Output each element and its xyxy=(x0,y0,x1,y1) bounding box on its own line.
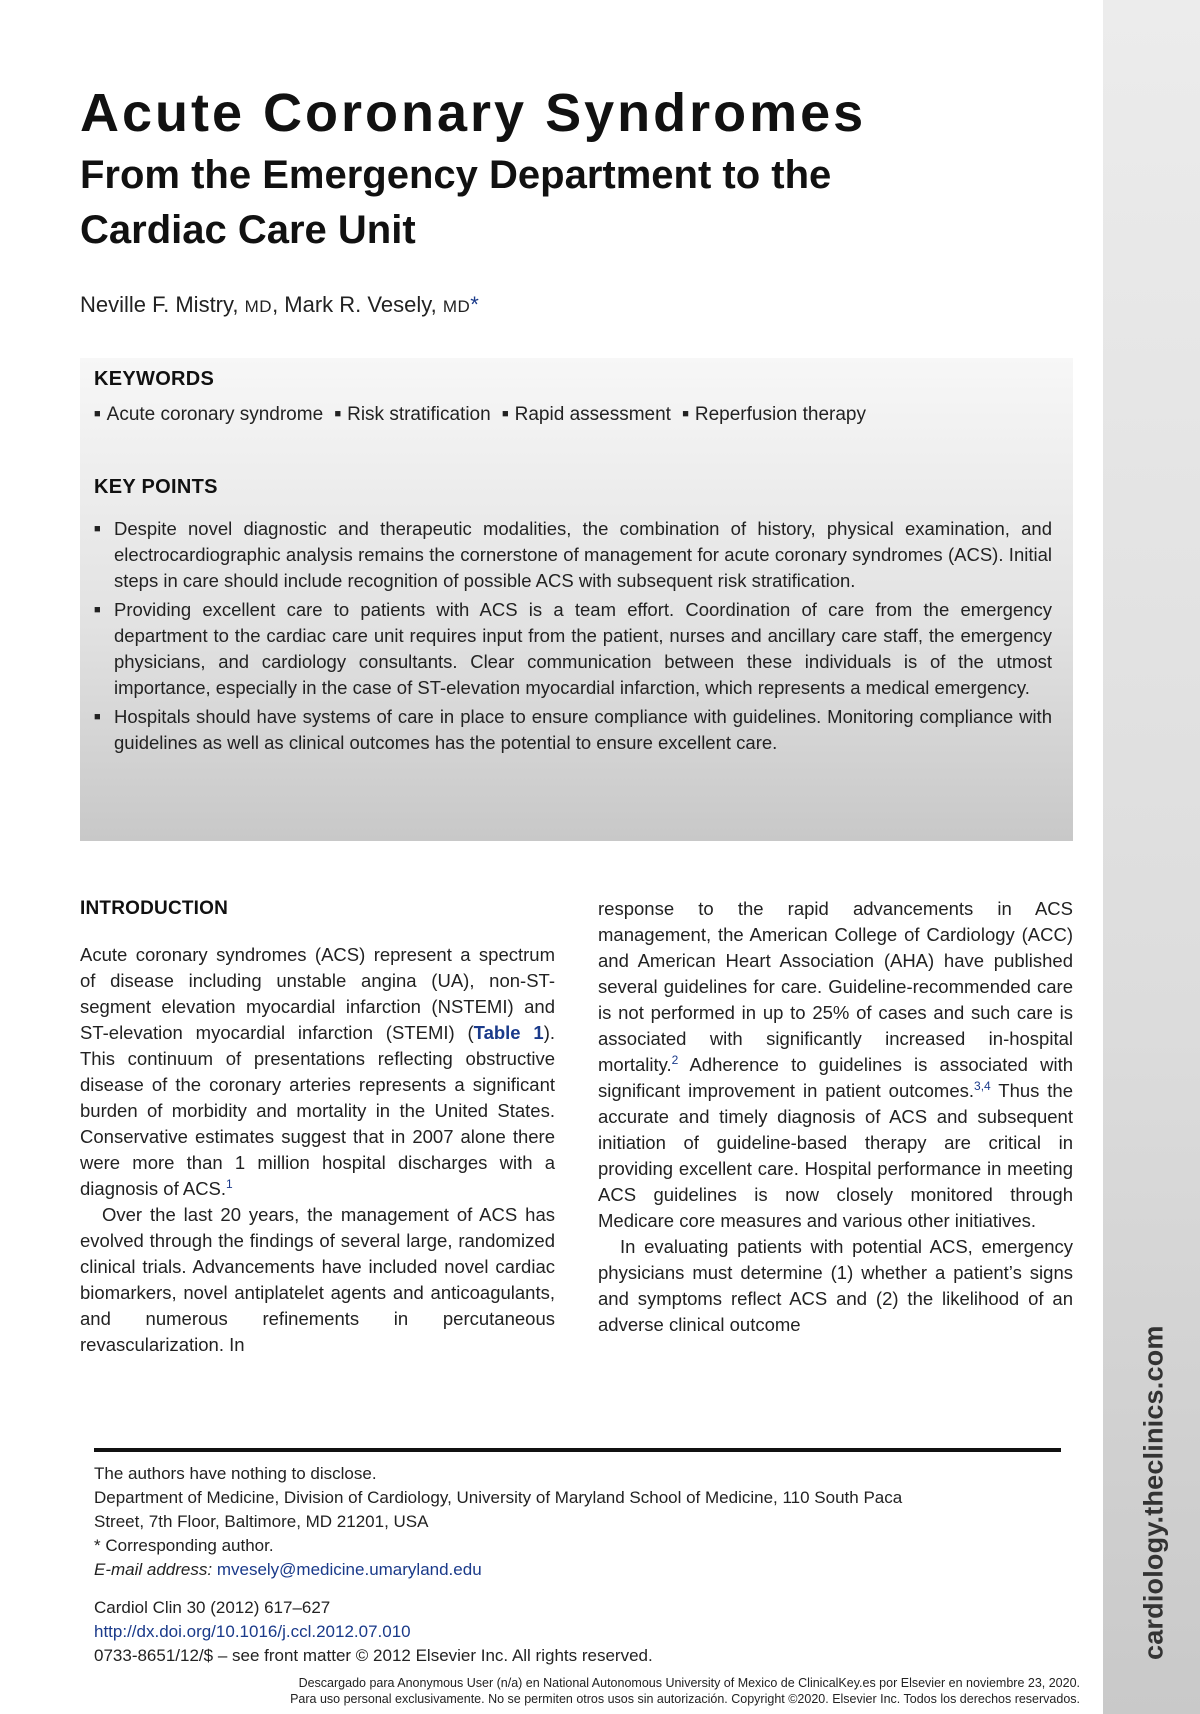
body-column-right xyxy=(598,896,1073,1338)
reference-1-link[interactable]: 1 xyxy=(226,1176,233,1191)
keyword: Risk stratification xyxy=(347,404,491,425)
journal-url: cardiology.theclinics.com xyxy=(1139,1325,1169,1660)
email-link[interactable]: mvesely@medicine.umaryland.edu xyxy=(216,1560,482,1579)
keywords-keypoints-box xyxy=(80,358,1073,841)
download-notice-line-2: Para uso personal exclusivamente. No se permiten otros usos sin autorización. Copyright ©2020. Elsevier Inc. Todos los derechos reservados. xyxy=(290,1692,1080,1706)
key-point: ■ Despite novel diagnostic and therapeutic modalities, the combination of history, physical examination, and electrocardiographic analysis remains the cornerstone of management for acute coronary syndromes (ACS). Initial steps in care should include recognition of possible ACS with subsequent risk stratification. xyxy=(94,518,1052,591)
keyword: Acute coronary syndrome xyxy=(106,404,324,425)
reference-3-4-link[interactable]: 3,4 xyxy=(974,1078,991,1093)
key-points-list xyxy=(94,516,1052,759)
keyword: Reperfusion therapy xyxy=(694,404,866,425)
key-point: ■ Providing excellent care to patients with ACS is a team effort. Coordination of care from the emergency department to the cardiac care unit requires input from the patient, nurses and ancillary care staff, the emergency physicians, and cardiology consultants. Clear communication between these individuals is of the utmost importance, especially in the case of ST-elevation myocardial infarction, which represents a medical emergency. xyxy=(94,599,1052,698)
intro-paragraph-3: response to the rapid advancements in ACS management, the American College of Cardiology (ACC) and American Heart Association (AHA) have published several guidelines for care. Guideline-recommended care is not performed in up to 25% of cases and such care is associated with significantly increased in-hospital mortality.$^2$ Adherence to guidelines is associated with significant improvement in patient outcomes.$^{3,4}$ Thus the accurate and timely diagnosis of ACS and subsequent initiation of guideline-based therapy are critical in providing excellent care. Hospital performance in meeting ACS guidelines is now closely monitored through Medicare core measures and various other initiatives. xyxy=(598,898,1073,1231)
download-notice xyxy=(60,1675,1080,1707)
key-point: ■ Hospitals should have systems of care in place to ensure compliance with guidelines. Monitoring compliance with guidelines as well as clinical outcomes has the potential to ensure excellent care. xyxy=(94,706,1052,753)
disclosure: The authors have nothing to disclose. xyxy=(94,1464,377,1483)
keyword: Rapid assessment xyxy=(514,404,671,425)
bullet-icon: ■ xyxy=(94,408,101,420)
spacer xyxy=(94,1582,1074,1596)
author-1-degree: MD xyxy=(244,297,273,316)
corresponding-author: * Corresponding author. xyxy=(94,1536,274,1555)
bullet-icon: ■ xyxy=(682,408,689,420)
key-points-heading: KEY POINTS xyxy=(94,476,218,498)
citation: Cardiol Clin 30 (2012) 617–627 xyxy=(94,1598,331,1617)
bullet-icon: ■ xyxy=(501,408,509,420)
body-column-left xyxy=(80,896,555,1358)
footnote-divider xyxy=(94,1448,1061,1452)
affiliation-line-1: Department of Medicine, Division of Cardiology, University of Maryland School of Medicine, 110 South Paca xyxy=(94,1488,903,1507)
copyright: 0733-8651/12/$ – see front matter © 2012 Elsevier Inc. All rights reserved. xyxy=(94,1646,653,1665)
affiliation-line-2: Street, 7th Floor, Baltimore, MD 21201, USA xyxy=(94,1512,429,1531)
bullet-icon: ■ xyxy=(94,711,101,723)
email-line xyxy=(94,1558,1074,1582)
introduction-heading: INTRODUCTION xyxy=(80,898,229,919)
footnotes xyxy=(94,1462,1074,1668)
email-label: E-mail address: xyxy=(94,1560,217,1579)
intro-paragraph-1: Acute coronary syndromes (ACS) represent a spectrum of disease including unstable angina (UA), non-ST-segment elevation myocardial infarction (NSTEMI) and ST-elevation myocardial infarction (STEMI) (Table 1). This continuum of presentations reflecting obstructive disease of the coronary arteries represents a significant burden of morbidity and mortality in the United States. Conservative estimates suggest that in 2007 alone there were more than 1 million hospital discharges with a diagnosis of ACS.$^1$ xyxy=(80,944,556,1199)
intro-paragraph-2: Over the last 20 years, the management of ACS has evolved through the findings of several large, randomized clinical trials. Advancements have included novel cardiac biomarkers, novel antiplatelet agents and anticoagulants, and numerous refinements in percutaneous revascularization. In xyxy=(80,1204,555,1355)
corresponding-mark[interactable]: * xyxy=(470,292,479,317)
bullet-icon: ■ xyxy=(334,408,342,420)
keywords-heading: KEYWORDS xyxy=(94,368,215,390)
intro-paragraph-4: In evaluating patients with potential ACS, emergency physicians must determine (1) whether a patient’s signs and symptoms reflect ACS and (2) the likelihood of an adverse clinical outcome xyxy=(598,1236,1073,1335)
article-title: Acute Coronary Syndromes xyxy=(80,83,867,143)
author-line xyxy=(80,292,479,318)
author-2-degree: MD xyxy=(442,297,471,316)
bullet-icon: ■ xyxy=(94,523,101,535)
article-subtitle: From the Emergency Department to the Cardiac Care Unit xyxy=(80,153,832,252)
author-1: Neville F. Mistry, xyxy=(80,292,245,317)
reference-2-link[interactable]: 2 xyxy=(671,1052,679,1067)
table-1-link[interactable]: Table 1 xyxy=(473,1022,544,1043)
journal-sidebar xyxy=(1103,0,1200,1714)
download-notice-line-1: Descargado para Anonymous User (n/a) en National Autonomous University of Mexico de ClinicalKey.es por Elsevier en noviembre 23, 2020. xyxy=(298,1676,1080,1690)
author-2: , Mark R. Vesely, xyxy=(272,292,443,317)
doi-link[interactable]: http://dx.doi.org/10.1016/j.ccl.2012.07.010 xyxy=(94,1622,411,1641)
bullet-icon: ■ xyxy=(94,604,101,616)
keywords-list xyxy=(94,404,866,426)
